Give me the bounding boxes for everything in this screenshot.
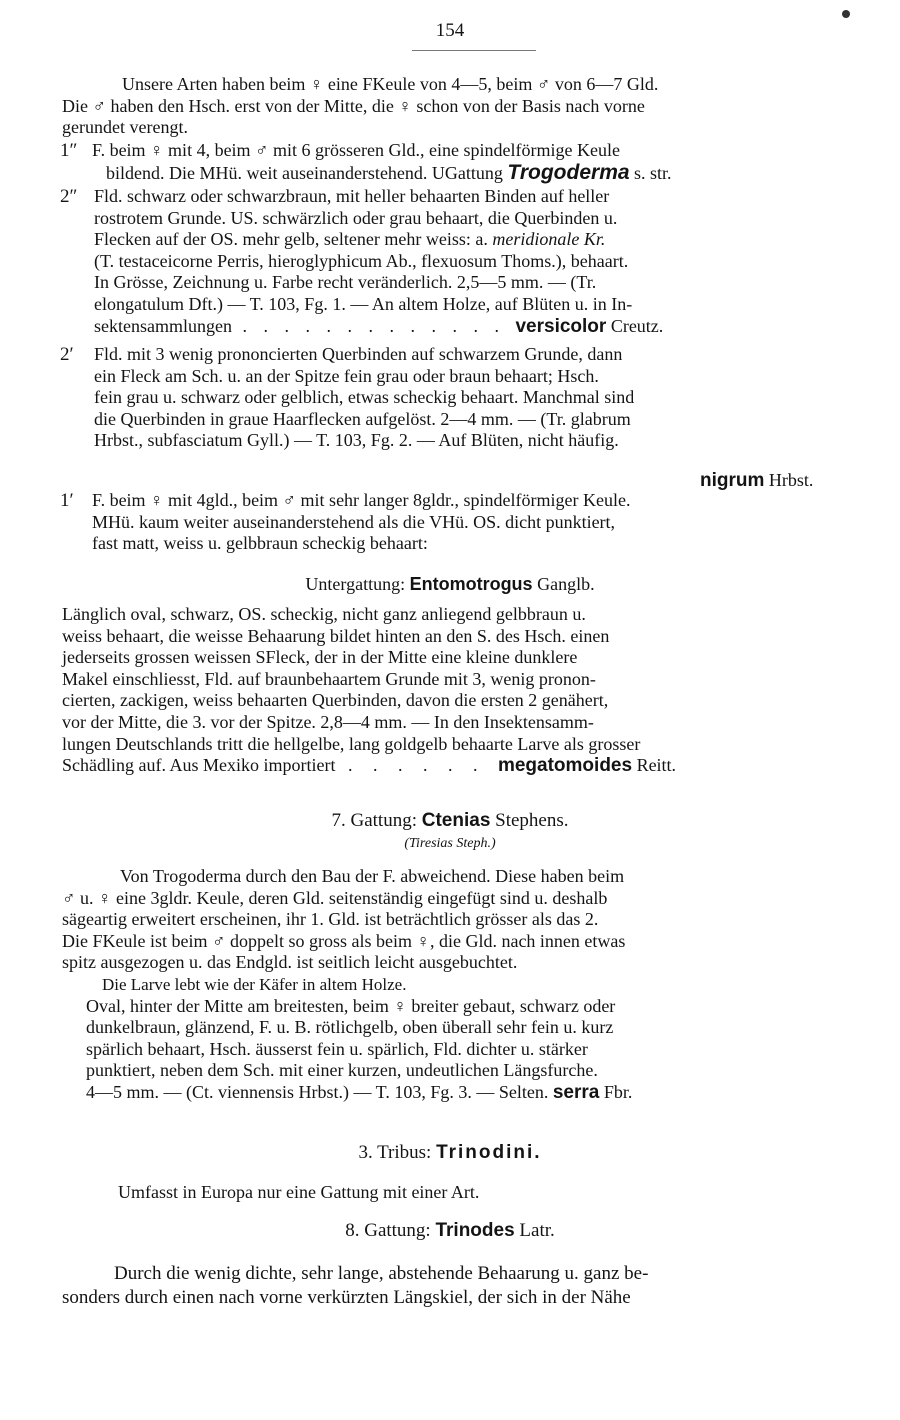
genus-prefix: 7. Gattung: (331, 810, 417, 831)
desc-line: Schädling auf. Aus Mexiko importiert . . . . . . megatomoides Reitt. (62, 755, 677, 777)
key-line: In Grösse, Zeichnung u. Farbe recht veränderlich. 2,5—5 mm. — (Tr. (94, 272, 597, 293)
desc-line: Oval, hinter der Mitte am breitesten, beim ♀ breiter gebaut, schwarz oder (86, 995, 616, 1016)
key-line: MHü. kaum weiter auseinanderstehend als die VHü. OS. dicht punktiert, (92, 511, 616, 532)
desc-line: Durch die wenig dichte, sehr lange, abstehende Behaarung u. ganz be- (114, 1263, 649, 1284)
entomotrogus-description (62, 604, 876, 777)
tribus-prefix: 3. Tribus: (358, 1142, 432, 1163)
genus-7-heading (0, 810, 900, 832)
page-number-rule (412, 50, 536, 51)
desc-line: lungen Deutschlands tritt die hellgelbe, lang goldgelb behaarte Larve als grosser (62, 733, 641, 754)
key-1p-text (92, 490, 876, 555)
desc-line-text: 4—5 mm. — (Ct. viennensis Hrbst.) — T. 103, Fg. 3. — Selten. (86, 1081, 549, 1102)
desc-line: spärlich behaart, Hsch. äusserst fein u. spärlich, Fld. dichter u. stärker (86, 1038, 588, 1059)
key-1pp-text (92, 140, 876, 184)
intro-line: Unsere Arten haben beim ♀ eine FKeule von 4—5, beim ♂ von 6—7 Gld. (122, 74, 659, 94)
genus-suffix: s. str. (634, 162, 672, 183)
species-author: Reitt. (636, 755, 677, 776)
variety-name: meridionale Kr. (492, 229, 606, 250)
desc-line: spitz ausgezogen u. das Endgld. ist seitlich leicht ausgebuchtet. (62, 952, 518, 973)
key-line: fast matt, weiss u. gelbbraun scheckig behaart: (92, 533, 428, 554)
key-marker: 1′ (60, 490, 74, 511)
genus-8-heading (0, 1220, 900, 1242)
tribus-name: Trinodini. (436, 1142, 542, 1163)
key-line: rostrotem Grunde. US. schwärzlich oder grau behaart, die Querbinden u. (94, 207, 618, 228)
desc-line: Von Trogoderma durch den Bau der F. abweichend. Diese haben beim (120, 866, 625, 886)
desc-line: punktiert, neben dem Sch. mit einer kurzen, undeutlichen Längsfurche. (86, 1060, 598, 1081)
desc-line: Länglich oval, schwarz, OS. scheckig, nicht ganz anliegend gelbbraun u. (62, 604, 586, 624)
desc-line: jederseits grossen weissen SFleck, der in der Mitte eine kleine dunklere (62, 647, 578, 668)
intro-paragraph (62, 74, 874, 139)
species-name: serra (552, 1081, 600, 1103)
desc-line: Makel einschliesst, Fld. auf braunbehaartem Grunde mit 3, wenig pronon- (62, 668, 596, 689)
key-line: (T. testaceicorne Perris, hieroglyphicum Ab., flexuosum Thoms.), behaart. (94, 250, 629, 271)
desc-line: weiss behaart, die weisse Behaarung bildet hinten an den S. des Hsch. einen (62, 625, 610, 646)
species-line (700, 470, 813, 492)
ink-spot (842, 10, 850, 18)
key-line: F. beim ♀ mit 4gld., beim ♂ mit sehr langer 8gldr., spindelförmiger Keule. (92, 490, 631, 510)
key-line: elongatulum Dft.) — T. 103, Fg. 1. — An altem Holze, auf Blüten u. in In- (94, 293, 633, 314)
page-number: 154 (435, 20, 465, 41)
genus-author: Stephens. (495, 810, 569, 831)
subgenus-prefix: Untergattung: (305, 574, 406, 594)
species-name: megatomoides (497, 755, 633, 777)
genus-author: Latr. (519, 1220, 555, 1241)
key-line-text: Flecken auf der OS. mehr gelb, seltener mehr weiss: a. (94, 229, 488, 250)
subgenus-name: Entomotrogus (409, 574, 533, 594)
desc-line: Die FKeule ist beim ♂ doppelt so gross als beim ♀, die Gld. nach innen etwas (62, 930, 626, 951)
desc-line-text: Schädling auf. Aus Mexiko importiert (62, 755, 336, 776)
genus-7-synonym: (Tiresias Steph.) (404, 836, 496, 851)
key-line: fein grau u. schwarz oder gelblich, etwas scheckig behaart. Manchmal sind (94, 387, 635, 408)
genus-name: Trogoderma (507, 160, 630, 184)
key-line-text: sektensammlungen (94, 315, 232, 336)
key-marker: 1″ (60, 140, 78, 161)
key-line: Fld. schwarz oder schwarzbraun, mit heller behaarten Binden auf heller (94, 186, 610, 206)
species-author: Hrbst. (768, 470, 814, 490)
species-author: Creutz. (610, 315, 664, 336)
desc-line: dunkelbraun, glänzend, F. u. B. rötlichgelb, oben überall sehr fein u. kurz (86, 1017, 614, 1038)
key-marker: 2′ (60, 344, 74, 365)
key-2pp-text (94, 186, 876, 337)
trinodes-description (62, 1262, 876, 1310)
desc-line: vor der Mitte, die 3. vor der Spitze. 2,8—4 mm. — In den Insektensamm- (62, 711, 594, 732)
key-line: Hrbst., subfasciatum Gyll.) — T. 103, Fg. 2. — Auf Blüten, nicht häufig. (94, 430, 619, 451)
tribus-3-description: Umfasst in Europa nur eine Gattung mit einer Art. (118, 1182, 480, 1202)
species-name: nigrum (700, 470, 765, 491)
desc-line: sägeartig erweitert erscheinen, ihr 1. Gld. ist beträchtlich grösser als das 2. (62, 909, 599, 930)
key-line (94, 229, 876, 251)
desc-line: sonders durch einen nach vorne verkürzten Längskiel, der sich in der Nähe (62, 1287, 631, 1308)
genus-name: Ctenias (421, 810, 491, 831)
larva-note: Die Larve lebt wie der Käfer in altem Holze. (102, 974, 407, 994)
species-name: versicolor (515, 315, 607, 337)
desc-line (62, 1082, 876, 1104)
key-line: Fld. mit 3 wenig prononcierten Querbinden auf schwarzem Grunde, dann (94, 344, 623, 364)
key-line: ein Fleck am Sch. u. an der Spitze fein grau oder braun behaart; Hsch. (94, 365, 599, 386)
intro-line: Die ♂ haben den Hsch. erst von der Mitte, die ♀ schon von der Basis nach vorne (62, 95, 645, 116)
intro-line: gerundet verengt. (62, 117, 188, 138)
key-line-text: bildend. Die MHü. weit auseinanderstehend. UGattung (106, 162, 503, 183)
key-2p-text (94, 344, 876, 452)
genus-name: Trinodes (435, 1220, 515, 1241)
tribus-3-heading (0, 1142, 900, 1164)
species-author: Fbr. (603, 1081, 633, 1102)
subgenus-author: Ganglb. (537, 574, 595, 594)
key-line (92, 162, 876, 185)
key-line: die Querbinden in graue Haarflecken aufgelöst. 2—4 mm. — (Tr. glabrum (94, 408, 631, 429)
subgenus-heading (0, 574, 900, 595)
ctenias-description (62, 866, 876, 1104)
genus-prefix: 8. Gattung: (345, 1220, 431, 1241)
desc-line: cierten, zackigen, weiss behaarten Querbinden, davon die ersten 2 genähert, (62, 690, 609, 711)
key-line: F. beim ♀ mit 4, beim ♂ mit 6 grösseren Gld., eine spindelförmige Keule (92, 140, 620, 160)
desc-line: ♂ u. ♀ eine 3gldr. Keule, deren Gld. seitenständig eingefügt sind u. deshalb (62, 887, 608, 908)
key-line: sektensammlungen . . . . . . . . . . . . . versicolor Creutz. (94, 315, 664, 337)
key-marker: 2″ (60, 186, 78, 207)
